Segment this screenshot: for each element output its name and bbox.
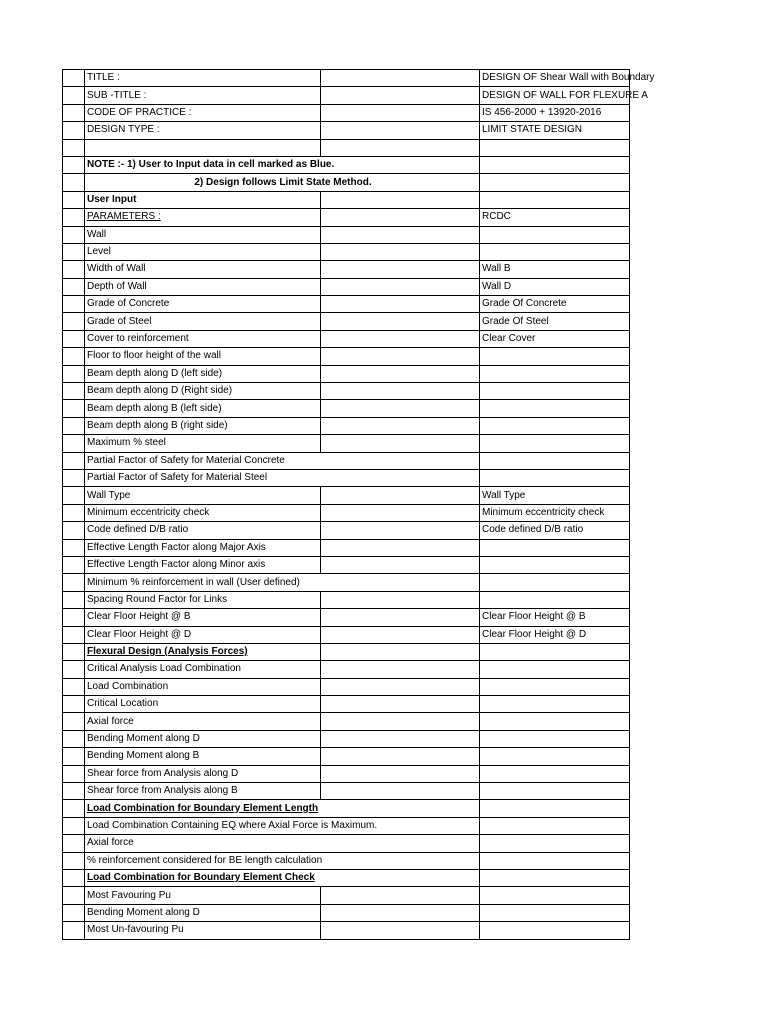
parameter-row	[63, 417, 630, 434]
spreadsheet-body	[63, 70, 655, 940]
row-index-cell[interactable]	[63, 678, 85, 695]
parameter-row	[63, 435, 630, 452]
label-cell[interactable]: Minimum eccentricity check	[85, 504, 321, 521]
input-cell[interactable]	[321, 783, 480, 800]
flexural-row	[63, 748, 630, 765]
input-cell[interactable]	[321, 191, 480, 208]
label-cell[interactable]: Bending Moment along D	[85, 730, 321, 747]
flexural-row	[63, 713, 630, 730]
input-cell[interactable]	[321, 435, 480, 452]
row-index-cell[interactable]	[63, 800, 85, 817]
row-index-cell[interactable]	[63, 209, 85, 226]
rcdc-cell[interactable]	[480, 730, 630, 747]
parameter-row	[63, 609, 630, 626]
row-index-cell[interactable]	[63, 626, 85, 643]
label-cell[interactable]: Partial Factor of Safety for Material Steel	[85, 469, 480, 486]
rcdc-cell[interactable]	[480, 383, 630, 400]
label-cell[interactable]: Shear force from Analysis along D	[85, 765, 321, 782]
row-index-cell[interactable]	[63, 122, 85, 139]
row-index-cell[interactable]	[63, 696, 85, 713]
label-cell[interactable]: Depth of Wall	[85, 278, 321, 295]
parameter-row	[63, 278, 630, 295]
header-row	[63, 104, 630, 121]
label-cell[interactable]: Maximum % steel	[85, 435, 321, 452]
rcdc-cell[interactable]: LIMIT STATE DESIGN	[480, 122, 630, 139]
input-cell[interactable]	[321, 313, 480, 330]
rcdc-cell[interactable]	[480, 191, 630, 208]
input-cell[interactable]	[321, 296, 480, 313]
header-row	[63, 70, 630, 87]
input-cell[interactable]	[321, 522, 480, 539]
parameters-header-row	[63, 209, 630, 226]
label-cell[interactable]: Bending Moment along B	[85, 748, 321, 765]
parameter-row	[63, 626, 630, 643]
label-cell[interactable]: Wall	[85, 226, 321, 243]
label-cell[interactable]: User Input	[85, 191, 321, 208]
row-index-cell[interactable]	[63, 226, 85, 243]
input-cell[interactable]	[321, 243, 480, 260]
input-cell[interactable]	[321, 696, 480, 713]
parameter-row	[63, 330, 630, 347]
be-length-row	[63, 852, 630, 869]
row-index-cell[interactable]	[63, 661, 85, 678]
row-index-cell[interactable]	[63, 869, 85, 886]
parameter-row	[63, 452, 630, 469]
section-header-user-input	[63, 191, 630, 208]
note-row	[63, 174, 630, 191]
input-cell[interactable]	[321, 330, 480, 347]
label-cell[interactable]: Code defined D/B ratio	[85, 522, 321, 539]
rcdc-cell[interactable]	[480, 869, 630, 886]
row-index-cell[interactable]	[63, 70, 85, 87]
parameter-row	[63, 400, 630, 417]
input-cell[interactable]	[321, 278, 480, 295]
flexural-row	[63, 765, 630, 782]
rcdc-cell[interactable]: Clear Floor Height @ D	[480, 626, 630, 643]
label-cell[interactable]: Floor to floor height of the wall	[85, 348, 321, 365]
rcdc-cell[interactable]: IS 456-2000 + 13920-2016	[480, 104, 630, 121]
label-cell[interactable]: Critical Analysis Load Combination	[85, 661, 321, 678]
flexural-row	[63, 783, 630, 800]
row-index-cell[interactable]	[63, 748, 85, 765]
parameter-row	[63, 469, 630, 486]
row-index-cell[interactable]	[63, 835, 85, 852]
input-cell[interactable]	[321, 122, 480, 139]
label-cell[interactable]: DESIGN TYPE :	[85, 122, 321, 139]
rcdc-cell[interactable]	[480, 748, 630, 765]
label-cell[interactable]: Clear Floor Height @ B	[85, 609, 321, 626]
label-cell[interactable]: Grade of Concrete	[85, 296, 321, 313]
rcdc-cell[interactable]	[480, 800, 630, 817]
row-index-cell[interactable]	[63, 591, 85, 608]
rcdc-cell[interactable]	[480, 591, 630, 608]
row-index-cell[interactable]	[63, 504, 85, 521]
row-index-cell[interactable]	[63, 469, 85, 486]
section-header-row	[63, 869, 630, 886]
row-index-cell[interactable]	[63, 487, 85, 504]
label-cell[interactable]: Most Un-favouring Pu	[85, 922, 321, 939]
rcdc-cell[interactable]	[480, 852, 630, 869]
rcdc-cell[interactable]	[480, 417, 630, 434]
parameter-row	[63, 296, 630, 313]
rcdc-cell[interactable]	[480, 783, 630, 800]
parameter-row	[63, 383, 630, 400]
rcdc-cell[interactable]	[480, 835, 630, 852]
spreadsheet-table	[62, 69, 655, 940]
label-cell[interactable]: Most Favouring Pu	[85, 887, 321, 904]
row-index-cell[interactable]	[63, 330, 85, 347]
rcdc-cell[interactable]	[480, 139, 630, 156]
row-index-cell[interactable]	[63, 278, 85, 295]
rcdc-cell[interactable]	[480, 696, 630, 713]
flexural-row	[63, 730, 630, 747]
section-header-be-check: Load Combination for Boundary Element Check	[85, 869, 480, 886]
input-cell[interactable]	[321, 104, 480, 121]
row-index-cell[interactable]	[63, 783, 85, 800]
note-line-2: 2) Design follows Limit State Method.	[85, 174, 480, 191]
row-index-cell[interactable]	[63, 522, 85, 539]
label-cell[interactable]: Effective Length Factor along Major Axis	[85, 539, 321, 556]
input-cell[interactable]	[321, 70, 480, 87]
rcdc-cell[interactable]	[480, 348, 630, 365]
row-index-cell[interactable]	[63, 156, 85, 173]
label-cell[interactable]: Load Combination	[85, 678, 321, 695]
row-index-cell[interactable]	[63, 139, 85, 156]
parameter-row	[63, 539, 630, 556]
input-cell[interactable]	[321, 748, 480, 765]
input-cell[interactable]	[321, 139, 480, 156]
parameter-row	[63, 365, 630, 382]
row-index-cell[interactable]	[63, 191, 85, 208]
row-index-cell[interactable]	[63, 609, 85, 626]
rcdc-cell[interactable]	[480, 922, 630, 939]
label-cell[interactable]: Bending Moment along D	[85, 904, 321, 921]
rcdc-cell[interactable]: Wall B	[480, 261, 630, 278]
flexural-row	[63, 661, 630, 678]
be-check-row	[63, 922, 630, 939]
rcdc-cell[interactable]	[480, 817, 630, 834]
rcdc-cell[interactable]	[480, 765, 630, 782]
input-cell[interactable]	[321, 626, 480, 643]
be-check-row	[63, 904, 630, 921]
input-cell[interactable]	[321, 713, 480, 730]
row-index-cell[interactable]	[63, 174, 85, 191]
rcdc-cell[interactable]	[480, 452, 630, 469]
rcdc-cell[interactable]: Code defined D/B ratio	[480, 522, 630, 539]
rcdc-cell[interactable]: RCDC	[480, 209, 630, 226]
input-cell[interactable]	[321, 678, 480, 695]
row-index-cell[interactable]	[63, 400, 85, 417]
row-index-cell[interactable]	[63, 713, 85, 730]
label-cell[interactable]: Width of Wall	[85, 261, 321, 278]
rcdc-cell[interactable]	[480, 574, 630, 591]
rcdc-cell[interactable]: Grade Of Concrete	[480, 296, 630, 313]
rcdc-cell[interactable]	[480, 174, 630, 191]
row-index-cell[interactable]	[63, 383, 85, 400]
input-cell[interactable]	[321, 87, 480, 104]
rcdc-cell[interactable]	[480, 539, 630, 556]
row-index-cell[interactable]	[63, 643, 85, 660]
rcdc-cell[interactable]	[480, 904, 630, 921]
row-index-cell[interactable]	[63, 817, 85, 834]
parameter-row	[63, 556, 630, 573]
input-cell[interactable]	[321, 539, 480, 556]
rcdc-cell[interactable]	[480, 661, 630, 678]
row-index-cell[interactable]	[63, 435, 85, 452]
rcdc-cell[interactable]	[480, 226, 630, 243]
label-cell[interactable]: CODE OF PRACTICE :	[85, 104, 321, 121]
row-index-cell[interactable]	[63, 556, 85, 573]
input-cell[interactable]	[321, 504, 480, 521]
row-index-cell[interactable]	[63, 348, 85, 365]
input-cell[interactable]	[321, 730, 480, 747]
input-cell[interactable]	[321, 417, 480, 434]
row-index-cell[interactable]	[63, 104, 85, 121]
label-cell[interactable]: Effective Length Factor along Minor axis	[85, 556, 321, 573]
header-row	[63, 122, 630, 139]
rcdc-cell[interactable]	[480, 365, 630, 382]
rcdc-cell[interactable]: DESIGN OF WALL FOR FLEXURE A	[480, 87, 630, 104]
row-index-cell[interactable]	[63, 87, 85, 104]
row-index-cell[interactable]	[63, 313, 85, 330]
rcdc-cell[interactable]: Wall Type	[480, 487, 630, 504]
input-cell[interactable]	[321, 904, 480, 921]
rcdc-cell[interactable]	[480, 556, 630, 573]
row-index-cell[interactable]	[63, 730, 85, 747]
label-cell[interactable]: Beam depth along B (right side)	[85, 417, 321, 434]
be-check-row	[63, 887, 630, 904]
input-cell[interactable]	[321, 609, 480, 626]
parameter-row	[63, 504, 630, 521]
blank-row	[63, 139, 630, 156]
rcdc-cell[interactable]	[480, 243, 630, 260]
input-cell[interactable]	[321, 400, 480, 417]
label-cell[interactable]: Cover to reinforcement	[85, 330, 321, 347]
label-cell[interactable]: Beam depth along B (left side)	[85, 400, 321, 417]
label-cell[interactable]: SUB -TITLE :	[85, 87, 321, 104]
rcdc-cell[interactable]: DESIGN OF Shear Wall with Boundary	[480, 70, 630, 87]
row-index-cell[interactable]	[63, 887, 85, 904]
parameter-row	[63, 261, 630, 278]
input-cell[interactable]	[321, 765, 480, 782]
rcdc-cell[interactable]: Minimum eccentricity check	[480, 504, 630, 521]
input-cell[interactable]	[321, 591, 480, 608]
label-cell[interactable]: Critical Location	[85, 696, 321, 713]
section-header-row	[63, 800, 630, 817]
rcdc-cell[interactable]	[480, 887, 630, 904]
input-cell[interactable]	[321, 261, 480, 278]
note-row	[63, 156, 630, 173]
row-index-cell[interactable]	[63, 261, 85, 278]
parameter-row	[63, 522, 630, 539]
row-index-cell[interactable]	[63, 904, 85, 921]
rcdc-cell[interactable]	[480, 469, 630, 486]
label-cell[interactable]: Shear force from Analysis along B	[85, 783, 321, 800]
header-row	[63, 87, 630, 104]
note-line-1: NOTE :- 1) User to Input data in cell marked as Blue.	[85, 156, 480, 173]
section-header-be-length: Load Combination for Boundary Element Length	[85, 800, 480, 817]
rcdc-cell[interactable]: Clear Cover	[480, 330, 630, 347]
rcdc-cell[interactable]: Wall D	[480, 278, 630, 295]
label-cell[interactable]: Clear Floor Height @ D	[85, 626, 321, 643]
row-index-cell[interactable]	[63, 452, 85, 469]
label-cell[interactable]: Flexural Design (Analysis Forces)	[85, 643, 321, 660]
rcdc-cell[interactable]	[480, 678, 630, 695]
flexural-row	[63, 678, 630, 695]
label-cell[interactable]: Minimum % reinforcement in wall (User defined)	[85, 574, 480, 591]
row-index-cell[interactable]	[63, 852, 85, 869]
row-index-cell[interactable]	[63, 417, 85, 434]
row-index-cell[interactable]	[63, 243, 85, 260]
input-cell[interactable]	[321, 209, 480, 226]
label-cell[interactable]	[85, 139, 321, 156]
label-cell[interactable]: Axial force	[85, 835, 480, 852]
row-index-cell[interactable]	[63, 765, 85, 782]
row-index-cell[interactable]	[63, 296, 85, 313]
label-cell[interactable]: PARAMETERS :	[85, 209, 321, 226]
label-cell[interactable]: TITLE :	[85, 70, 321, 87]
label-cell[interactable]: Beam depth along D (Right side)	[85, 383, 321, 400]
section-header-flexural	[63, 643, 630, 660]
label-cell[interactable]: Wall Type	[85, 487, 321, 504]
parameter-row	[63, 487, 630, 504]
label-cell[interactable]: Load Combination Containing EQ where Axial Force is Maximum.	[85, 817, 480, 834]
label-cell[interactable]: Spacing Round Factor for Links	[85, 591, 321, 608]
parameter-row	[63, 243, 630, 260]
label-cell[interactable]: % reinforcement considered for BE length calculation	[85, 852, 480, 869]
label-cell[interactable]: Axial force	[85, 713, 321, 730]
flexural-row	[63, 696, 630, 713]
row-index-cell[interactable]	[63, 539, 85, 556]
label-cell[interactable]: Grade of Steel	[85, 313, 321, 330]
input-cell[interactable]	[321, 365, 480, 382]
rcdc-cell[interactable]	[480, 643, 630, 660]
be-length-row	[63, 817, 630, 834]
row-index-cell[interactable]	[63, 365, 85, 382]
input-cell[interactable]	[321, 922, 480, 939]
input-cell[interactable]	[321, 383, 480, 400]
input-cell[interactable]	[321, 487, 480, 504]
input-cell[interactable]	[321, 348, 480, 365]
label-cell[interactable]: Partial Factor of Safety for Material Concrete	[85, 452, 480, 469]
rcdc-cell[interactable]: Clear Floor Height @ B	[480, 609, 630, 626]
rcdc-cell[interactable]	[480, 156, 630, 173]
rcdc-cell[interactable]	[480, 400, 630, 417]
input-cell[interactable]	[321, 661, 480, 678]
parameter-row	[63, 226, 630, 243]
row-index-cell[interactable]	[63, 574, 85, 591]
input-cell[interactable]	[321, 643, 480, 660]
row-index-cell[interactable]	[63, 922, 85, 939]
input-cell[interactable]	[321, 556, 480, 573]
rcdc-cell[interactable]	[480, 713, 630, 730]
be-length-row	[63, 835, 630, 852]
input-cell[interactable]	[321, 887, 480, 904]
parameter-row	[63, 348, 630, 365]
parameter-row	[63, 313, 630, 330]
parameter-row	[63, 574, 630, 591]
label-cell[interactable]: Level	[85, 243, 321, 260]
rcdc-cell[interactable]	[480, 435, 630, 452]
rcdc-cell[interactable]: Grade Of Steel	[480, 313, 630, 330]
parameter-row	[63, 591, 630, 608]
input-cell[interactable]	[321, 226, 480, 243]
label-cell[interactable]: Beam depth along D (left side)	[85, 365, 321, 382]
